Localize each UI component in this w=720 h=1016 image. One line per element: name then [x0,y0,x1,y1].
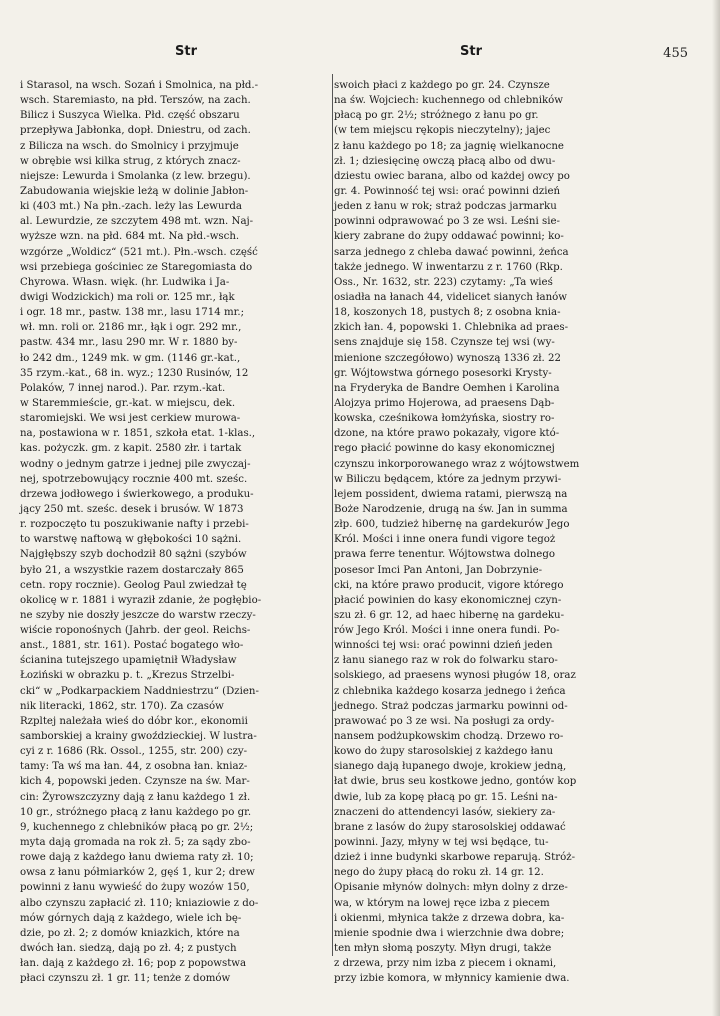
text-line: gr. 4. Powinność tej wsi: orać powinni dzień [334,185,561,197]
text-line: drzewa jodłowego i świerkowego, a produku- [20,488,254,500]
text-line: Alojzya primo Hojerowa, ad praesens Dąb- [334,397,555,409]
text-line: Rzpltej należała wieś do dóbr kor., ekonomii [20,715,248,727]
text-line: tamy: Ta wś ma łan. 44, z osobna łan. kniaz- [20,761,248,773]
text-line: kiery zabrane do żupy oddawać powinni; ko- [334,231,564,243]
text-line: osiadła na łanach 44, videlicet sianych łanów [334,291,567,303]
text-line: lejem possident, dwiema ratami, pierwszą na [334,488,568,500]
text-line: z łanu sianego raz w rok do folwarku staro- [334,655,558,667]
text-line: szu zł. 6 gr. 12, ad haec hibernę na gardeku- [334,609,565,621]
text-line: powinni z łanu wywieść do żupy wozów 150, [20,882,250,894]
text-line: Zabudowania wiejskie leżą w dolinie Jabłon- [20,185,249,197]
text-line: płacą po gr. 2½; stróżnego z łanu po gr. [334,110,539,122]
text-line: znaczeni do attendencyi lasów, siekiery za- [334,806,556,818]
column-divider [332,74,333,956]
text-line: owsa z łanu półmiarków 2, gęś 1, kur 2; drew [20,867,255,879]
text-line: dzież i inne budynki skarbowe reparują. Stróż- [334,852,576,864]
text-line: Bilicz i Suszyca Wielka. Płd. część obszaru [20,110,240,122]
text-line: ne szyby nie doszły jeszcze do warstw rzeczy- [20,609,256,621]
text-line: łan. dają z każdego zł. 16; pop z popowstwa [20,958,247,970]
text-line: 18, koszonych 18, pustych 8; z osobna knia- [334,307,561,319]
text-line: na, postawiona w r. 1851, szkoła etat. 1-klas., [20,428,256,440]
text-line: wsi przebiega gościniec ze Staregomiasta do [20,261,253,273]
text-line: cki“ w „Podkarpackiem Naddniestrzu“ (Dzien- [20,685,259,697]
text-line: na Fryderyka de Bandre Oemhen i Karolina [334,382,560,394]
text-line: z łanu każdego po 18; za jagnię wielkanocne [334,140,564,152]
left-text-column [20,78,332,986]
text-line: r. rozpoczęto tu poszukiwanie nafty i przebi- [20,519,249,531]
text-line: przy izbie komora, w młynnicy kamienie dwa. [334,973,570,985]
text-line: z Bilicza na wsch. do Smolnicy i przyjmuje [20,140,239,152]
text-line: 10 gr., stróżnego płacą z łanu każdego po gr. [20,806,252,818]
text-line: wł. mn. roli or. 2186 mr., łąk i ogr. 292 mr., [20,322,242,334]
text-line: powinni odprawować po 3 ze wsi. Leśni sie- [334,216,560,228]
text-line: posesor Imci Pan Antoni, Jan Dobrzynie- [334,564,543,576]
text-line: także jednego. W inwentarzu z r. 1760 (Rkp. [334,261,563,273]
text-line: 35 rzym.-kat., 68 in. wyz.; 1230 Rusinów, 12 [20,367,249,379]
text-line: ścianina tutejszego upamiętnił Władysław [20,655,237,667]
text-line: nansem podżupkowskim chodzą. Drzewo ro- [334,731,564,743]
text-line: anst., 1881, str. 161). Postać bogatego wło- [20,640,244,652]
text-line: nik literacki, 1862, str. 170). Za czasów [20,700,224,712]
text-line: na św. Wojciech: kuchennego od chlebników [334,95,563,107]
text-line: wyższe wzn. na płd. 684 mt. Na płd.-wsch. [20,231,240,243]
text-line: cetn. ropy rocznie). Geolog Paul zwiedzał tę [20,579,247,591]
text-line: ten młyn słomą poszyty. Młyn drugi, także [334,943,552,955]
text-line: pastw. 434 mr., lasu 290 mr. W r. 1880 by- [20,337,238,349]
text-line: złp. 600, tudzież hibernę na gardekurów Jego [334,519,570,531]
text-line: kich 4, popowski jeden. Czynsze na św. Mar- [20,776,250,788]
text-line: płaci czynszu zł. 1 gr. 11; tenże z domów [20,973,231,985]
running-head-left: Str [175,44,197,59]
text-line: solskiego, ad praesens wynosi pługów 18, oraz [334,670,576,682]
right-text-column [334,78,702,986]
text-line: przepływa Jabłonka, dopł. Dniestru, od zach. [20,125,251,137]
text-line: w Staremmieście, gr.-kat. w miejscu, dek. [20,397,236,409]
text-line: wa, w którym na lowej ręce izba z piecem [334,897,550,909]
text-line: swoich płaci z każdego po gr. 24. Czynsze [334,80,550,91]
text-line: gr. Wójtowstwa górnego posesorki Krysty- [334,367,552,379]
text-line: czynszu inkorporowanego wraz z wójtowstwem [334,458,580,470]
page-edge-shadow [712,0,720,1016]
text-line: kowska, cześnikowa łomżyńska, siostry ro- [334,413,555,425]
text-line: jednego. Straż podczas jarmarku powinni od- [334,700,568,712]
text-line: wiście roponośnych (Jahrb. der geol. Reichs- [20,625,251,637]
text-line: (w tem miejscu rękopis nieczytelny); jajec [334,125,551,137]
text-line: sianego dają łupanego dwoje, krokiew jedną, [334,761,567,773]
text-line: Boże Narodzenie, drugą na św. Jan in summa [334,503,568,515]
text-line: zł. 1; dziesięcinę owczą płacą albo od dwu- [334,155,556,167]
text-line: dzie, po zł. 2; z domów kniazkich, które na [20,927,240,939]
text-line: powinni. Jazy, młyny w tej wsi będące, tu- [334,837,549,849]
text-line: i ogr. 18 mr., pastw. 138 mr., lasu 1714 mr.; [20,307,245,319]
text-line: dziestu owiec barana, albo od każdej owcy po [334,170,570,182]
text-line: staromiejski. We wsi jest cerkiew murowa- [20,413,241,425]
text-line: wzgórze „Woldicz“ (521 mt.). Płn.-wsch. część [20,246,258,258]
text-line: prawować po 3 ze wsi. Na posługi za ordy- [334,715,555,727]
text-line: albo czynszu zapłacić zł. 110; kniaziowie z do- [20,897,259,909]
text-line: mów górnych dają z każdego, wiele ich bę- [20,912,242,924]
text-line: wsch. Staremiasto, na płd. Terszów, na zach. [20,95,251,107]
text-line: cin: Żyrowszczyzny dają z łanu każdego 1 zł. [20,791,251,803]
text-line: brane z lasów do żupy starosolskiej oddawać [334,821,566,833]
text-line: myta dają gromada na rok zł. 5; za sądy zbo- [20,837,251,849]
text-line: jący 250 mt. sześc. desek i brusów. W 1873 [20,503,244,515]
text-line: cyi z r. 1686 (Rk. Ossol., 1255, str. 200) czy- [20,746,248,758]
text-line: Łoziński w obrazku p. t. „Krezus Strzelbi- [20,670,235,682]
text-line: Oss., Nr. 1632, str. 223) czytamy: „Ta wieś [334,276,553,288]
running-head-right: Str [460,44,482,59]
text-line: i Starasol, na wsch. Sozań i Smolnica, na płd.- [20,80,259,91]
text-line: łat dwie, brus seu kostkowe jedno, gontów kop [334,776,577,788]
text-line: nego do żupy płacą do roku zł. 14 gr. 12. [334,867,544,879]
text-line: dwóch łan. siedzą, dają po zł. 4; z pustych [20,943,237,955]
text-line: w obrębie wsi kilka strug, z których znacz- [20,155,241,167]
text-line: Opisanie młynów dolnych: młyn dolny z drze- [334,882,568,894]
text-line: mienione szczegółowo) wynoszą 1336 zł. 22 [334,352,561,364]
text-line: nej, spotrzebowujący rocznie 400 mt. sześc. [20,473,248,485]
text-line: z chlebnika każdego kosarza jednego i żeńca [334,685,566,697]
text-line: prawa ferre tenentur. Wójtowstwa dolnego [334,549,555,561]
text-line: było 21, a wszystkie razem dostarczały 865 [20,564,244,576]
text-line: mienie spodnie dwa i wierzchnie dwa dobre; [334,927,565,939]
text-line: Król. Mości i inne onera fundi vigore tegoż [334,534,556,546]
text-line: to warstwę naftową w głębokości 10 sążni. [20,534,242,546]
text-line: niejsze: Lewurda i Smolanka (z lew. brzegu). [20,170,251,182]
page-number: 455 [663,46,688,61]
text-line: ło 242 dm., 1249 mk. w gm. (1146 gr.-kat., [20,352,241,364]
text-line: dzone, na które prawo pokazały, vigore któ- [334,428,560,440]
text-line: i okienmi, młynica także z drzewa dobra, ka- [334,912,565,924]
text-line: jeden z łanu w rok; straż podczas jarmarku [334,201,557,213]
text-line: sarza jednego z chleba dawać powinni, żeńca [334,246,569,258]
text-line: 9, kuchennego z chlebników płacą po gr. 2½; [20,821,254,833]
text-line: Najgłębszy szyb dochodził 80 sążni (szybów [20,549,247,561]
text-line: kas. pożyczk. gm. z kapit. 2580 złr. i tartak [20,443,242,455]
text-line: Polaków, 7 innej narod.). Par. rzym.-kat. [20,382,226,394]
text-line: ki (403 mt.) Na płn.-zach. leży las Lewurda [20,201,242,213]
text-line: Chyrowa. Własn. więk. (hr. Ludwika i Ja- [20,276,230,288]
text-line: dwie, lub za kopę płacą po gr. 15. Leśni na- [334,791,558,803]
text-line: kowo do żupy starosolskiej z każdego łanu [334,746,554,758]
text-line: okolicę w r. 1881 i wyraził zdanie, że pogłębio- [20,594,262,606]
text-line: al. Lewurdzie, ze szczytem 498 mt. wzn. Naj- [20,216,254,228]
text-line: rego płacić powinne do kasy ekonomicznej [334,443,555,455]
text-line: dwigi Wodzickich) ma roli or. 125 mr., łąk [20,291,235,303]
text-line: samborskiej a krainy gwoździeckiej. W lustra- [20,731,257,743]
text-line: rów Jego Król. Mości i inne onera fundi. Po- [334,625,560,637]
text-line: cki, na które prawo producit, vigore którego [334,579,564,591]
text-line: sens znajduje się 158. Czynsze tej wsi (wy- [334,337,555,349]
text-line: w Biliczu będącem, które za jednym przywi- [334,473,562,485]
text-line: zkich łan. 4, popowski 1. Chlebnika ad praes- [334,322,569,334]
text-line: winności tej wsi: orać powinni dzień jeden [334,640,553,652]
text-line: płacić powinien do kasy ekonomicznej czyn- [334,594,562,606]
text-line: rowe dają z każdego łanu dwiema raty zł. 10; [20,852,254,864]
text-line: wodny o jednym gatrze i jednej pile zwyczaj- [20,458,251,470]
text-line: z drzewa, przy nim izba z piecem i oknami, [334,958,557,970]
